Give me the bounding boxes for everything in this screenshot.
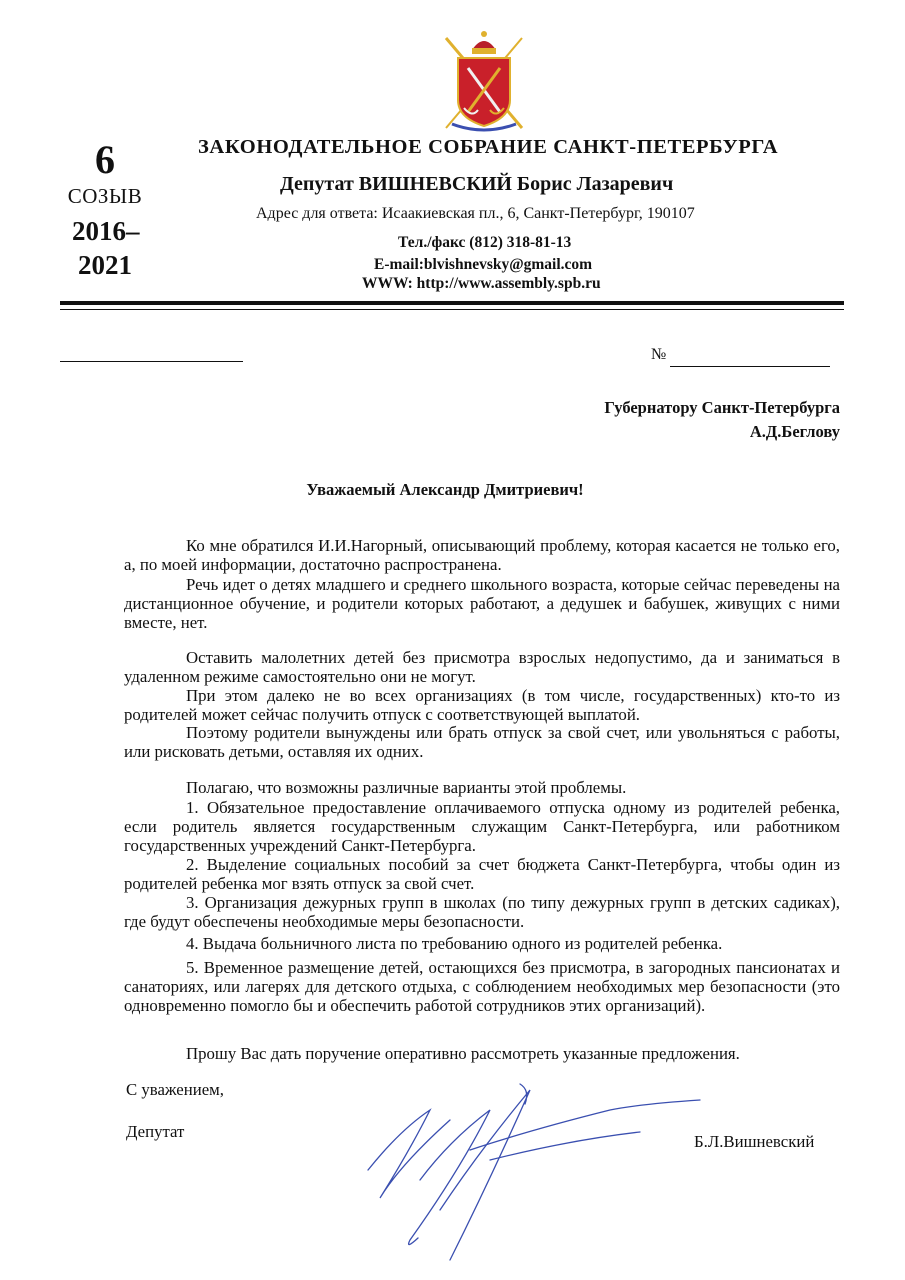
list-item: 2. Выделение социальных пособий за счет бюджета Санкт-Петербурга, чтобы один из родителей ребенка мог взять отпуск за свой счет. [124, 855, 840, 893]
date-blank-line [60, 361, 243, 362]
signatory-name: Б.Л.Вишневский [694, 1132, 815, 1151]
signatory-role: Депутат [126, 1122, 185, 1141]
closing-phrase: С уважением, [126, 1080, 224, 1099]
convocation-years-end: 2021 [78, 250, 132, 280]
body-paragraph: Полагаю, что возможны различные варианты этой проблемы. [186, 778, 627, 797]
reference-number-label: № [651, 346, 667, 363]
list-item: 3. Организация дежурных групп в школах (по типу дежурных групп в детских садиках), где будут обеспечены необходимые меры безопасности. [124, 893, 840, 931]
body-paragraph: Речь идет о детях младшего и среднего школьного возраста, которые сейчас переведены на дистанционное обучение, и родители которых работают, а дедушек и бабушек, живущих с ними вместе, нет. [124, 575, 840, 632]
body-paragraph: Поэтому родители вынуждены или брать отпуск за свой счет, или увольняться с работы, или рисковать детьми, оставляя их одних. [124, 723, 840, 761]
convocation-number: 6 [95, 137, 115, 182]
list-item: 5. Временное размещение детей, остающихся без присмотра, в загородных пансионатах и санаториях, или лагерях для детского отдыха, с соблюдением необходимых мер безопасности (это одновременно помогло бы и обеспечить работой сотрудников этих организаций). [124, 958, 840, 1015]
handwritten-signature-icon [340, 1070, 720, 1270]
list-item: 1. Обязательное предоставление оплачиваемого отпуска одному из родителей ребенка, если родитель является государственным служащим Санкт-Петербурга, или работником государственных учреждений Санкт-Петербурга. [124, 798, 840, 855]
body-paragraph: При этом далеко не во всех организациях (в том числе, государственных) кто-то из родителей может сейчас получить отпуск с соответствующей выплатой. [124, 686, 840, 724]
list-item: 4. Выдача больничного листа по требованию одного из родителей ребенка. [186, 934, 723, 953]
letterhead-rule-thick [60, 301, 844, 305]
reference-number-blank-line [670, 366, 830, 367]
addressee-name: А.Д.Беглову [749, 422, 840, 441]
closing-request: Прошу Вас дать поручение оперативно рассмотреть указанные предложения. [186, 1044, 740, 1063]
organization-name: ЗАКОНОДАТЕЛЬНОЕ СОБРАНИЕ САНКТ-ПЕТЕРБУРГА [198, 136, 779, 158]
deputy-name: Депутат ВИШНЕВСКИЙ Борис Лазаревич [280, 173, 674, 195]
website-address: WWW: http://www.assembly.spb.ru [362, 275, 601, 292]
return-address: Адрес для ответа: Исаакиевская пл., 6, Санкт-Петербург, 190107 [256, 205, 695, 222]
phone-fax: Тел./факс (812) 318-81-13 [398, 234, 572, 251]
salutation: Уважаемый Александр Дмитриевич! [306, 480, 584, 499]
convocation-years-start: 2016– [72, 216, 140, 246]
convocation-label: СОЗЫВ [67, 184, 143, 208]
body-paragraph: Оставить малолетних детей без присмотра взрослых недопустимо, да и заниматься в удаленном режиме самостоятельно они не могут. [124, 648, 840, 686]
letterhead-rule-thin [60, 309, 844, 310]
spb-coat-of-arms-icon [438, 28, 530, 136]
email-address: E-mail:blvishnevsky@gmail.com [374, 256, 593, 273]
addressee-title: Губернатору Санкт-Петербурга [604, 398, 840, 417]
body-paragraph: Ко мне обратился И.И.Нагорный, описывающий проблему, которая касается не только его, а, по моей информации, достаточно распространена. [124, 536, 840, 574]
